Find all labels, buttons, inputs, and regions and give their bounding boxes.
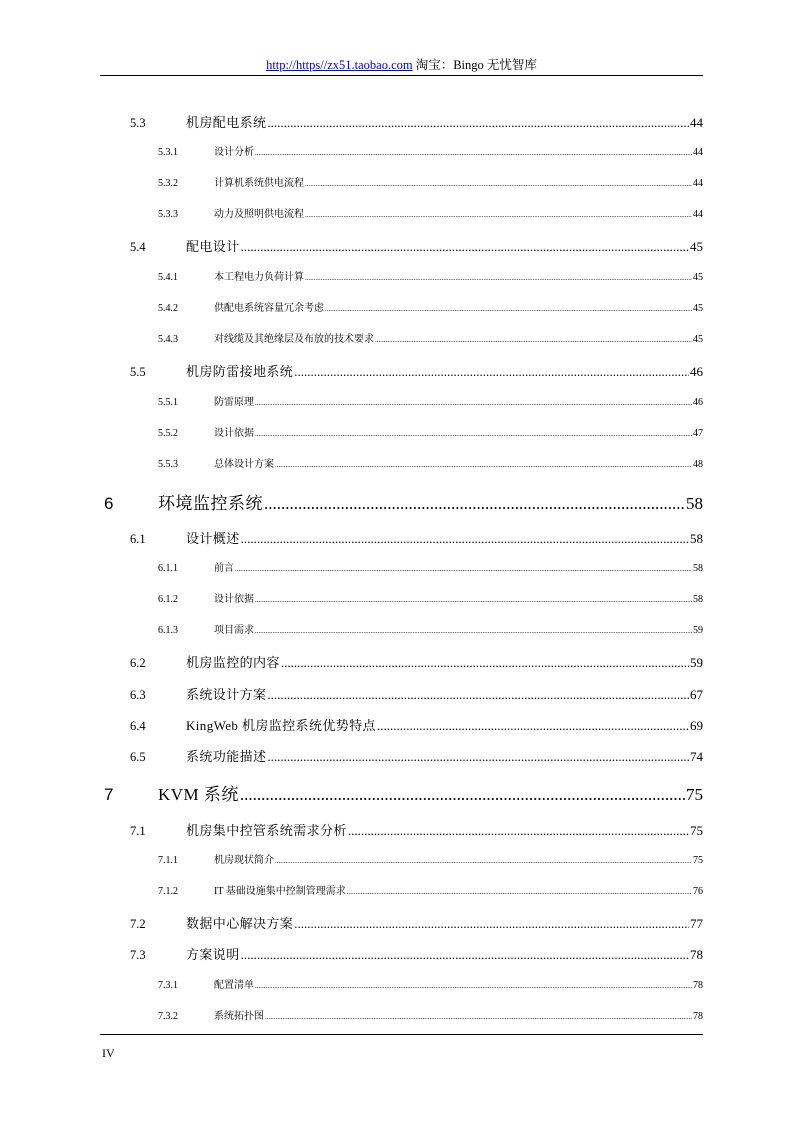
toc-entry-number: 5.5.1 (158, 397, 178, 408)
toc-entry-page: 69 (690, 718, 703, 733)
toc-entry-page: 45 (693, 334, 703, 345)
toc-entry-number: 5.5.3 (158, 459, 178, 470)
toc-entry[interactable] (100, 205, 703, 223)
toc-entry-page: 58 (686, 494, 703, 513)
toc-entry-number: 6.1.2 (158, 594, 178, 605)
toc-entry-number: 6.3 (130, 688, 146, 702)
toc-leader-dots (325, 305, 692, 313)
toc-entry-page: 58 (690, 531, 703, 546)
toc-leader-dots (265, 1013, 692, 1021)
toc-leader-dots (305, 274, 692, 282)
toc-entry[interactable] (100, 489, 703, 519)
toc-entry-number: 6 (104, 494, 114, 513)
toc-entry-number: 7 (104, 785, 114, 804)
toc-leader-dots (347, 888, 692, 896)
toc-entry-title: 数据中心解决方案 (186, 916, 294, 931)
page-header (100, 56, 703, 76)
toc-entry-number: 5.4.2 (158, 303, 178, 314)
toc-entry-page: 78 (690, 947, 703, 962)
toc-leader-dots (255, 430, 692, 438)
toc-entry-page: 48 (693, 459, 703, 470)
toc-entry-page: 46 (690, 364, 703, 379)
toc-entry-title: 配电设计 (186, 239, 240, 254)
toc-entry-title: 计算机系统供电流程 (214, 178, 304, 189)
toc-entry[interactable] (100, 913, 703, 935)
toc-entry[interactable] (100, 330, 703, 348)
toc-leader-dots (375, 336, 692, 344)
toc-entry-page: 59 (690, 655, 703, 670)
toc-entry-title: 供配电系统容量冗余考虑 (214, 303, 324, 314)
toc-entry[interactable] (100, 820, 703, 842)
toc-entry-title: 配置清单 (214, 980, 254, 991)
toc-entry-page: 67 (690, 687, 703, 702)
toc-entry-page: 77 (690, 916, 703, 931)
toc-entry-title: 方案说明 (186, 947, 240, 962)
toc-entry-title: 环境监控系统 (158, 494, 263, 513)
toc-entry-page: 74 (690, 749, 703, 764)
toc-entry-title: 系统拓扑图 (214, 1011, 264, 1022)
toc-entry-title: 机房集中控管系统需求分析 (186, 823, 347, 838)
toc-entry[interactable] (100, 652, 703, 674)
toc-entry-number: 6.1 (130, 532, 146, 546)
toc-entry-number: 7.1.1 (158, 855, 178, 866)
toc-entry-number: 7.1 (130, 824, 146, 838)
toc-entry[interactable] (100, 590, 703, 608)
toc-entry-page: 75 (693, 855, 703, 866)
toc-leader-dots (241, 531, 689, 547)
toc-entry[interactable] (100, 621, 703, 639)
toc-leader-dots (275, 461, 692, 469)
toc-entry-number: 5.4 (130, 240, 146, 254)
toc-entry[interactable] (100, 1007, 703, 1025)
toc-entry-number: 5.5 (130, 365, 146, 379)
toc-entry[interactable] (100, 976, 703, 994)
page-number: IV (102, 1046, 115, 1060)
toc-entry-number: 5.4.3 (158, 334, 178, 345)
toc-leader-dots (305, 211, 692, 219)
toc-entry-title: 总体设计方案 (214, 459, 274, 470)
toc-entry-title: 机房配电系统 (186, 115, 267, 130)
toc-entry-number: 7.3.1 (158, 980, 178, 991)
toc-entry-page: 45 (690, 239, 703, 254)
toc-entry-title: 前言 (214, 563, 234, 574)
toc-entry-number: 6.2 (130, 656, 146, 670)
toc-entry[interactable] (100, 780, 703, 810)
toc-entry-page: 78 (693, 980, 703, 991)
toc-entry-page: 44 (690, 115, 703, 130)
toc-entry-title: IT 基础设施集中控制管理需求 (214, 886, 346, 897)
toc-leader-dots (240, 785, 685, 805)
toc-entry-page: 75 (690, 823, 703, 838)
toc-entry-number: 5.3.1 (158, 147, 178, 158)
toc-entry-title: 机房监控的内容 (186, 655, 280, 670)
toc-entry-title: 动力及照明供电流程 (214, 209, 304, 220)
toc-entry-title: 对线缆及其绝缘层及布放的技术要求 (214, 334, 374, 345)
toc-entry-number: 5.3.3 (158, 209, 178, 220)
toc-entry-number: 7.3 (130, 948, 146, 962)
toc-entry-page: 59 (693, 625, 703, 636)
toc-entry-title: 系统功能描述 (186, 749, 267, 764)
toc-entry-title: 系统设计方案 (186, 687, 267, 702)
toc-entry[interactable] (100, 746, 703, 768)
toc-entry-number: 5.3 (130, 116, 146, 130)
toc-entry[interactable] (100, 424, 703, 442)
toc-entry[interactable] (100, 393, 703, 411)
toc-entry-title: 项目需求 (214, 625, 254, 636)
toc-entry-page: 58 (693, 563, 703, 574)
toc-leader-dots (294, 364, 689, 380)
toc-entry-page: 44 (693, 209, 703, 220)
toc-entry-title: 设计依据 (214, 428, 254, 439)
header-link[interactable]: http://https//zx51.taobao.com (266, 58, 413, 72)
toc-entry-page: 45 (693, 272, 703, 283)
toc-leader-dots (267, 749, 689, 765)
toc-leader-dots (255, 627, 692, 635)
toc-entry-title: 设计分析 (214, 147, 254, 158)
toc-entry[interactable] (100, 268, 703, 286)
toc-entry-title: 机房防雷接地系统 (186, 364, 294, 379)
toc-leader-dots (255, 596, 692, 604)
toc-leader-dots (255, 399, 692, 407)
toc-entry-number: 5.5.2 (158, 428, 178, 439)
toc-leader-dots (264, 494, 685, 514)
footer-rule (100, 1034, 703, 1035)
toc-entry[interactable] (100, 236, 703, 258)
toc-entry[interactable] (100, 143, 703, 161)
toc-entry-page: 78 (693, 1011, 703, 1022)
toc-leader-dots (377, 718, 689, 734)
toc-entry[interactable] (100, 684, 703, 706)
toc-entry-number: 7.1.2 (158, 886, 178, 897)
toc-entry-page: 76 (693, 886, 703, 897)
toc-entry[interactable] (100, 851, 703, 869)
toc-entry-page: 46 (693, 397, 703, 408)
toc-leader-dots (267, 115, 689, 131)
toc-leader-dots (275, 857, 692, 865)
toc-entry[interactable] (100, 944, 703, 966)
toc-entry[interactable] (100, 882, 703, 900)
toc-leader-dots (267, 687, 689, 703)
toc-entry[interactable] (100, 715, 703, 737)
toc-entry-page: 44 (693, 178, 703, 189)
toc-entry-title: KVM 系统 (158, 785, 239, 804)
toc-leader-dots (255, 982, 692, 990)
toc-entry-number: 6.4 (130, 719, 146, 733)
toc-entry[interactable] (100, 174, 703, 192)
toc-entry-title: 本工程电力负荷计算 (214, 272, 304, 283)
header-suffix: 淘宝：Bingo 无忧智库 (412, 58, 537, 72)
toc-entry-number: 6.5 (130, 750, 146, 764)
toc-entry-number: 5.3.2 (158, 178, 178, 189)
toc-entry-number: 7.2 (130, 917, 146, 931)
toc-leader-dots (255, 149, 692, 157)
toc-entry-number: 7.3.2 (158, 1011, 178, 1022)
toc-entry-title: 设计依据 (214, 594, 254, 605)
toc-leader-dots (348, 823, 689, 839)
toc-leader-dots (241, 947, 689, 963)
toc-leader-dots (281, 655, 689, 671)
toc-leader-dots (241, 239, 689, 255)
toc-entry[interactable] (100, 528, 703, 550)
toc-entry[interactable] (100, 112, 703, 134)
toc-entry-number: 5.4.1 (158, 272, 178, 283)
toc-entry-number: 6.1.3 (158, 625, 178, 636)
toc-entry-page: 45 (693, 303, 703, 314)
toc-entry-page: 47 (693, 428, 703, 439)
toc-entry-title: 设计概述 (186, 531, 240, 546)
toc-entry[interactable] (100, 361, 703, 383)
toc-leader-dots (305, 180, 692, 188)
toc-leader-dots (294, 916, 689, 932)
toc-entry-page: 75 (686, 785, 703, 804)
toc-entry-page: 44 (693, 147, 703, 158)
toc-entry-title: KingWeb 机房监控系统优势特点 (186, 718, 376, 733)
toc-leader-dots (235, 565, 692, 573)
toc-entry-page: 58 (693, 594, 703, 605)
toc-entry[interactable] (100, 559, 703, 577)
toc-entry[interactable] (100, 455, 703, 473)
toc-entry-title: 防雷原理 (214, 397, 254, 408)
toc-entry-title: 机房现状简介 (214, 855, 274, 866)
toc-entry-number: 6.1.1 (158, 563, 178, 574)
toc-entry[interactable] (100, 299, 703, 317)
